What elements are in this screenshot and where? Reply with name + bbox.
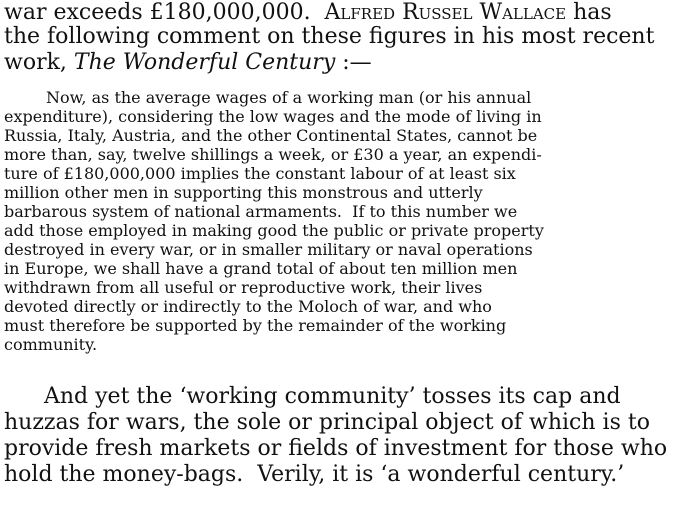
- quote-line: add those employed in making good the public or private property: [4, 221, 544, 240]
- intro-line-2: the following comment on these figures in his most recent: [4, 24, 655, 49]
- quote-line: more than, say, twelve shillings a week, or £30 a year, an expendi-: [4, 145, 542, 164]
- book-title: The Wonderful Century: [73, 50, 336, 75]
- quote-line: Now, as the average wages of a working man (or his annual: [46, 88, 532, 107]
- intro-line-3: [4, 50, 372, 76]
- intro-line-3-end: :—: [335, 50, 372, 75]
- intro-line-1-end: has: [566, 0, 612, 25]
- quote-line: ture of £180,000,000 implies the constant labour of at least six: [4, 164, 516, 183]
- intro-line-1-text: war exceeds £180,000,000.: [4, 0, 325, 25]
- quote-line: destroyed in every war, or in smaller military or naval operations: [4, 240, 533, 259]
- quote-line: must therefore be supported by the remainder of the working: [4, 316, 507, 335]
- closing-line: And yet the ‘working community’ tosses its cap and: [44, 384, 621, 409]
- quote-line: community.: [4, 335, 98, 354]
- author-name: Alfred Russel Wallace: [324, 0, 567, 25]
- quote-line: expenditure), considering the low wages and the mode of living in: [4, 107, 542, 126]
- intro-line-3-text: work,: [4, 50, 74, 75]
- closing-line: provide fresh markets or fields of investment for those who: [4, 436, 668, 461]
- closing-line: hold the money-bags. Verily, it is ‘a wonderful century.’: [4, 462, 625, 487]
- quote-line: devoted directly or indirectly to the Moloch of war, and who: [4, 297, 492, 316]
- quote-line: withdrawn from all useful or reproductive work, their lives: [4, 278, 483, 297]
- closing-line: huzzas for wars, the sole or principal object of which is to: [4, 410, 650, 435]
- quote-line: in Europe, we shall have a grand total of about ten million men: [4, 259, 518, 278]
- intro-line-1: [4, 0, 612, 26]
- quote-line: million other men in supporting this monstrous and utterly: [4, 183, 483, 202]
- quote-line: Russia, Italy, Austria, and the other Continental States, cannot be: [4, 126, 538, 145]
- quote-line: barbarous system of national armaments. If to this number we: [4, 202, 518, 221]
